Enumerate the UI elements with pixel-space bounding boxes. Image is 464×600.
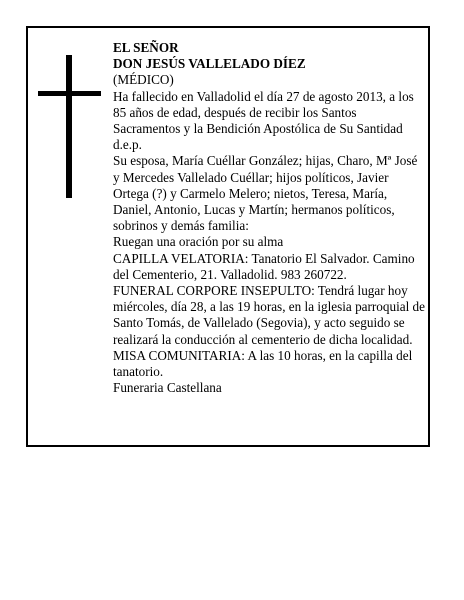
funeral-info: FUNERAL CORPORE INSEPULTO: Tendrá lugar hoy miércoles, día 28, a las 19 horas, en la iglesia parroquial de Santo Tomás, de Vallelado (Segovia), y acto seguido se realizará la conducción al cementerio de dicha localidad. [113, 283, 425, 347]
deceased-profession: (MÉDICO) [113, 72, 174, 88]
mass-info: MISA COMUNITARIA: A las 10 horas, en la capilla del tanatorio. [113, 347, 413, 380]
family-list: Su esposa, María Cuéllar González; hijas, Charo, Mª José y Mercedes Vallelado Cuéllar; hijos políticos, Javier Ortega (?) y Carmelo Melero; nietos, Teresa, María, Daniel, Antonio, Lucas y Martín; hermanos políticos, sobrinos y demás familia: [113, 153, 418, 234]
cross-icon [38, 55, 101, 198]
funeral-home: Funeraria Castellana [113, 380, 222, 396]
chapel-info: CAPILLA VELATORIA: Tanatorio El Salvador. Camino del Cementerio, 21. Valladolid. 983 260722. [113, 250, 415, 282]
heading-title: EL SEÑOR [113, 40, 179, 55]
death-announcement: Ha fallecido en Valladolid el día 27 de agosto 2013, a los 85 años de edad, después de recibir los Santos Sacramentos y la Bendición Apostólica de Su Santidad [113, 88, 414, 137]
prayer-request: Ruegan una oración por su alma [113, 234, 284, 250]
obituary-text [113, 40, 425, 396]
cross-horizontal-bar [38, 91, 101, 96]
cross-vertical-bar [66, 55, 72, 198]
rip-abbreviation: d.e.p. [113, 137, 142, 153]
deceased-name: DON JESÚS VALLELADO DÍEZ [113, 56, 306, 72]
